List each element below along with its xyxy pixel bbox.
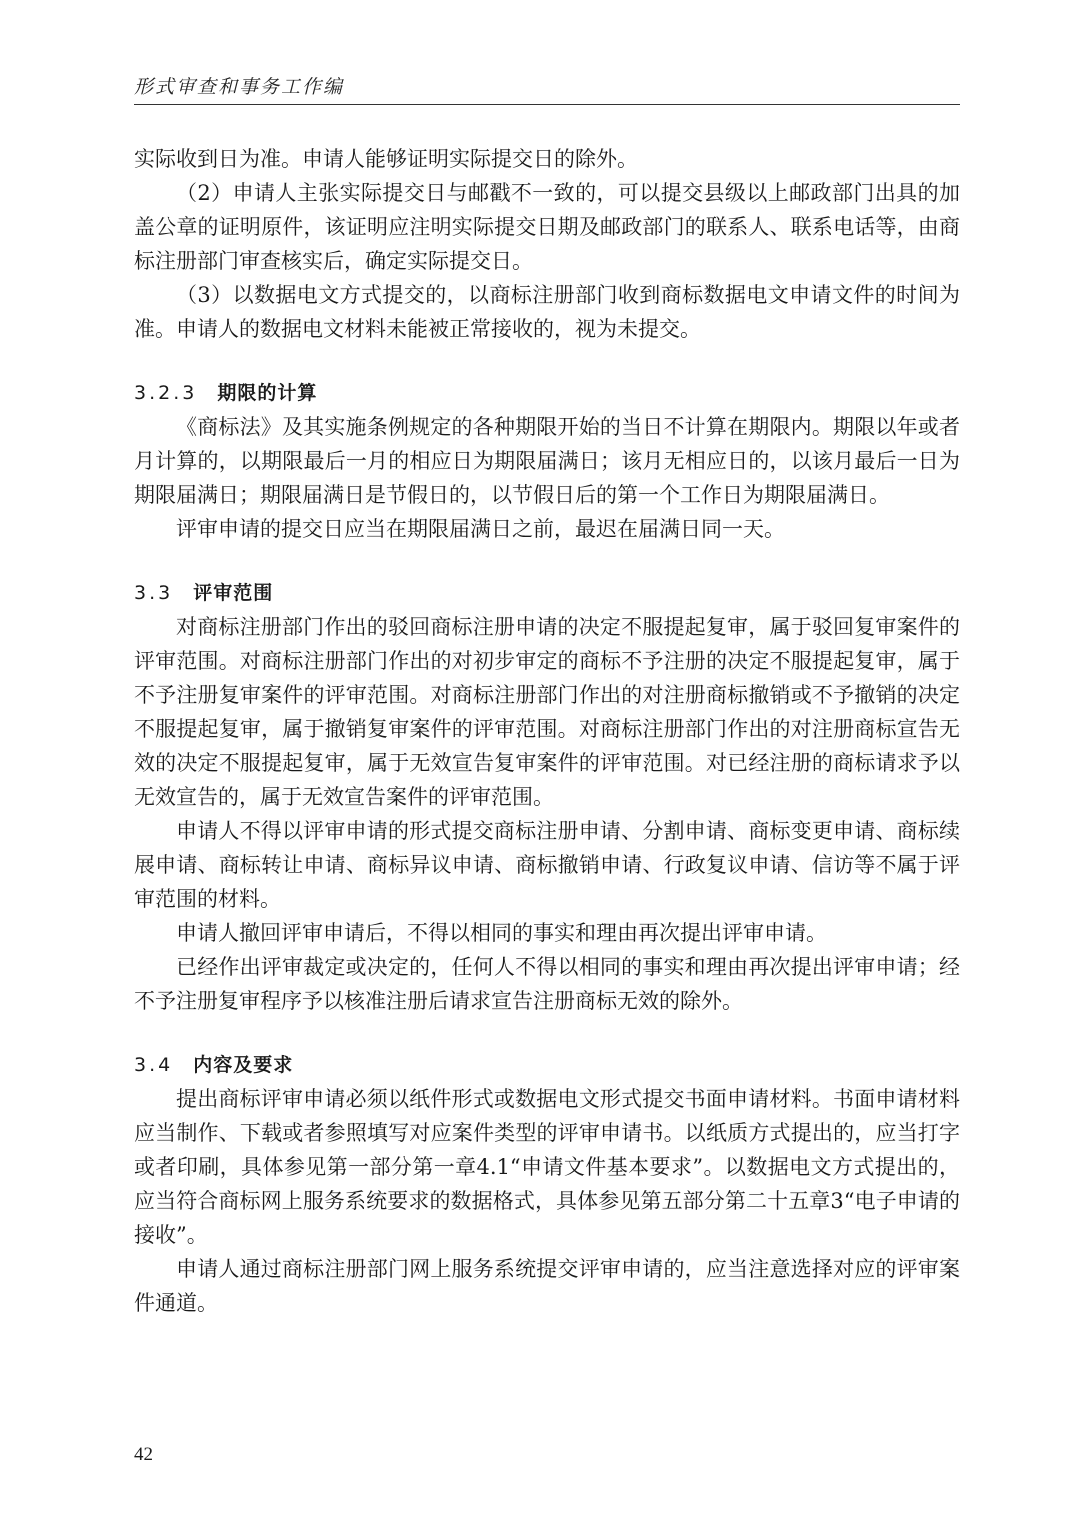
section-title: 评审范围 [193, 582, 274, 604]
header-rule [134, 104, 960, 105]
paragraph: 申请人通过商标注册部门网上服务系统提交评审申请的，应当注意选择对应的评审案件通道。 [134, 1257, 960, 1315]
paragraph: 对商标注册部门作出的驳回商标注册申请的决定不服提起复审，属于驳回复审案件的评审范围。对商标注册部门作出的对初步审定的商标不予注册的决定不服提起复审，属于不予注册复审案件的评审范围。对商标注册部门作出的对注册商标撤销或不予撤销的决定不服提起复审，属于撤销复审案件的评审范围。对商标注册部门作出的对注册商标宣告无效的决定不服提起复审，属于无效宣告复审案件的评审范围。对已经注册的商标请求予以无效宣告的，属于无效宣告案件的评审范围。 [134, 615, 960, 809]
section-heading [134, 1048, 960, 1082]
page-number: 42 [134, 1444, 153, 1465]
section-number: 3.2.3 [134, 382, 198, 404]
section-number: 3.3 [134, 582, 174, 604]
running-header: 形式审查和事务工作编 [134, 76, 345, 98]
paragraph: 评审申请的提交日应当在期限届满日之前，最迟在届满日同一天。 [176, 517, 785, 541]
paragraph: （3）以数据电文方式提交的，以商标注册部门收到商标数据电文申请文件的时间为准。申请人的数据电文材料未能被正常接收的，视为未提交。 [134, 283, 960, 341]
paragraph: （2）申请人主张实际提交日与邮戳不一致的，可以提交县级以上邮政部门出具的加盖公章的证明原件，该证明应注明实际提交日期及邮政部门的联系人、联系电话等，由商标注册部门审查核实后，确定实际提交日。 [134, 181, 960, 273]
paragraph: 提出商标评审申请必须以纸件形式或数据电文形式提交书面申请材料。书面申请材料应当制作、下载或者参照填写对应案件类型的评审申请书。以纸质方式提出的，应当打字或者印刷，具体参见第一部分第一章4.1“申请文件基本要求”。以数据电文方式提出的，应当符合商标网上服务系统要求的数据格式，具体参见第五部分第二十五章3“电子申请的接收”。 [134, 1087, 960, 1247]
section-title: 期限的计算 [217, 382, 318, 404]
section-gap [134, 346, 960, 376]
section-title: 内容及要求 [193, 1054, 294, 1076]
paragraph: 申请人撤回评审申请后，不得以相同的事实和理由再次提出评审申请。 [176, 921, 827, 945]
section-gap [134, 1018, 960, 1048]
body-text [134, 142, 960, 1320]
section-gap [134, 546, 960, 576]
paragraph: 《商标法》及其实施条例规定的各种期限开始的当日不计算在期限内。期限以年或者月计算的，以期限最后一月的相应日为期限届满日；该月无相应日的，以该月最后一日为期限届满日；期限届满日是节假日的，以节假日后的第一个工作日为期限届满日。 [134, 415, 960, 507]
paragraph: 已经作出评审裁定或决定的，任何人不得以相同的事实和理由再次提出评审申请；经不予注册复审程序予以核准注册后请求宣告注册商标无效的除外。 [134, 955, 960, 1013]
section-heading [134, 376, 960, 410]
section-number: 3.4 [134, 1054, 174, 1076]
section-heading [134, 576, 960, 610]
paragraph: 实际收到日为准。申请人能够证明实际提交日的除外。 [134, 147, 638, 171]
paragraph: 申请人不得以评审申请的形式提交商标注册申请、分割申请、商标变更申请、商标续展申请、商标转让申请、商标异议申请、商标撤销申请、行政复议申请、信访等不属于评审范围的材料。 [134, 819, 960, 911]
